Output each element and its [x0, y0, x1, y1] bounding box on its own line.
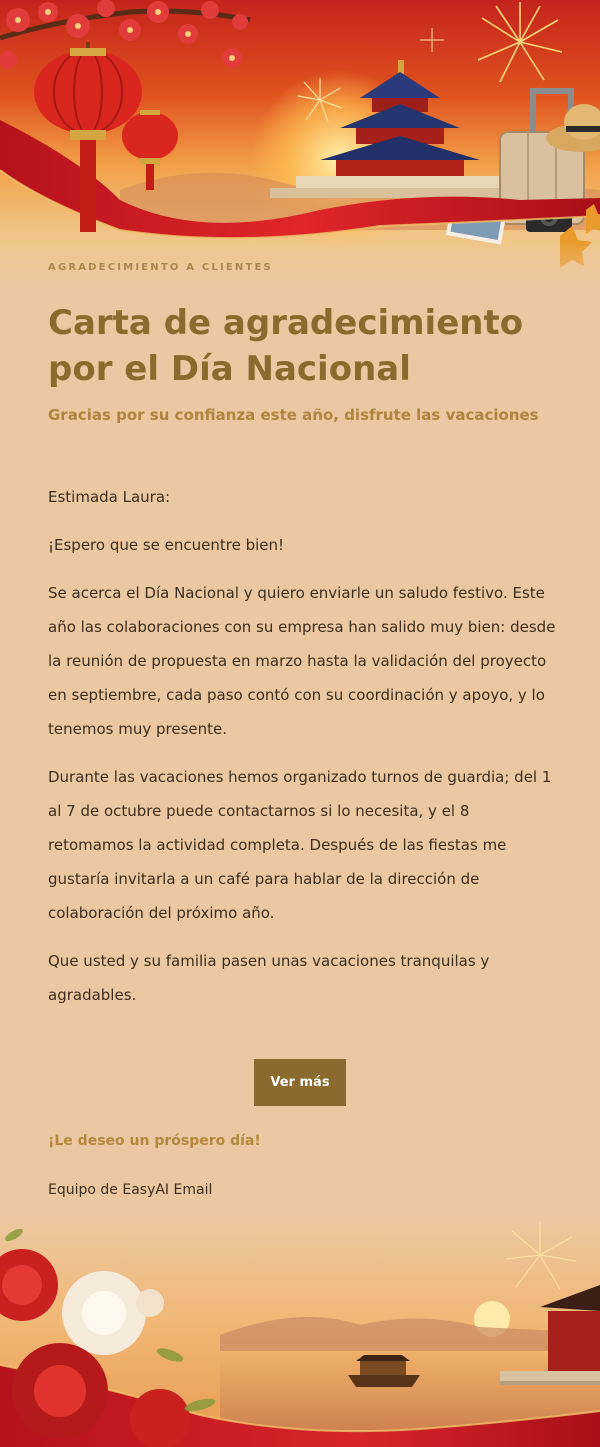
greeting: Estimada Laura: [48, 488, 171, 506]
cta-container [0, 1059, 600, 1106]
eyebrow-label: AGRADECIMIENTO A CLIENTES [48, 262, 273, 273]
closing-wish: ¡Le deseo un próspero día! [48, 1133, 261, 1149]
letter-body [48, 480, 558, 1026]
firework-small [420, 28, 444, 52]
festive-footer-illustration [0, 1215, 600, 1447]
paragraph-1: Se acerca el Día Nacional y quiero enviarle un saludo festivo. Este año las colaboraciones con su empresa han salido muy bien: desde la reunión de propuesta en marzo hasta la validación del proyecto en septiembre, cada paso contó con su coordinación y apoyo, y lo tenemos muy presente. [48, 584, 556, 738]
footer-scene [0, 1215, 600, 1447]
ver-mas-button[interactable]: Ver más [254, 1059, 346, 1106]
subtitle: Gracias por su confianza este año, disfrute las vacaciones [48, 406, 539, 424]
firework-right [478, 2, 562, 82]
page-title: Carta de agradecimiento por el Día Nacional [48, 303, 524, 389]
opener: ¡Espero que se encuentre bien! [48, 536, 285, 554]
straw-hat [546, 104, 600, 152]
festive-header-illustration [0, 0, 600, 300]
header-scene [0, 0, 600, 300]
signature: Equipo de EasyAI Email [48, 1182, 213, 1198]
paragraph-3: Que usted y su familia pasen unas vacaciones tranquilas y agradables. [48, 952, 490, 1004]
paragraph-2: Durante las vacaciones hemos organizado turnos de guardia; del 1 al 7 de octubre puede contactarnos si lo necesita, y el 8 retomamos la actividad completa. Después de las fiestas me gustaría invitarla a un café para hablar de la dirección de colaboración del próximo año. [48, 768, 552, 922]
